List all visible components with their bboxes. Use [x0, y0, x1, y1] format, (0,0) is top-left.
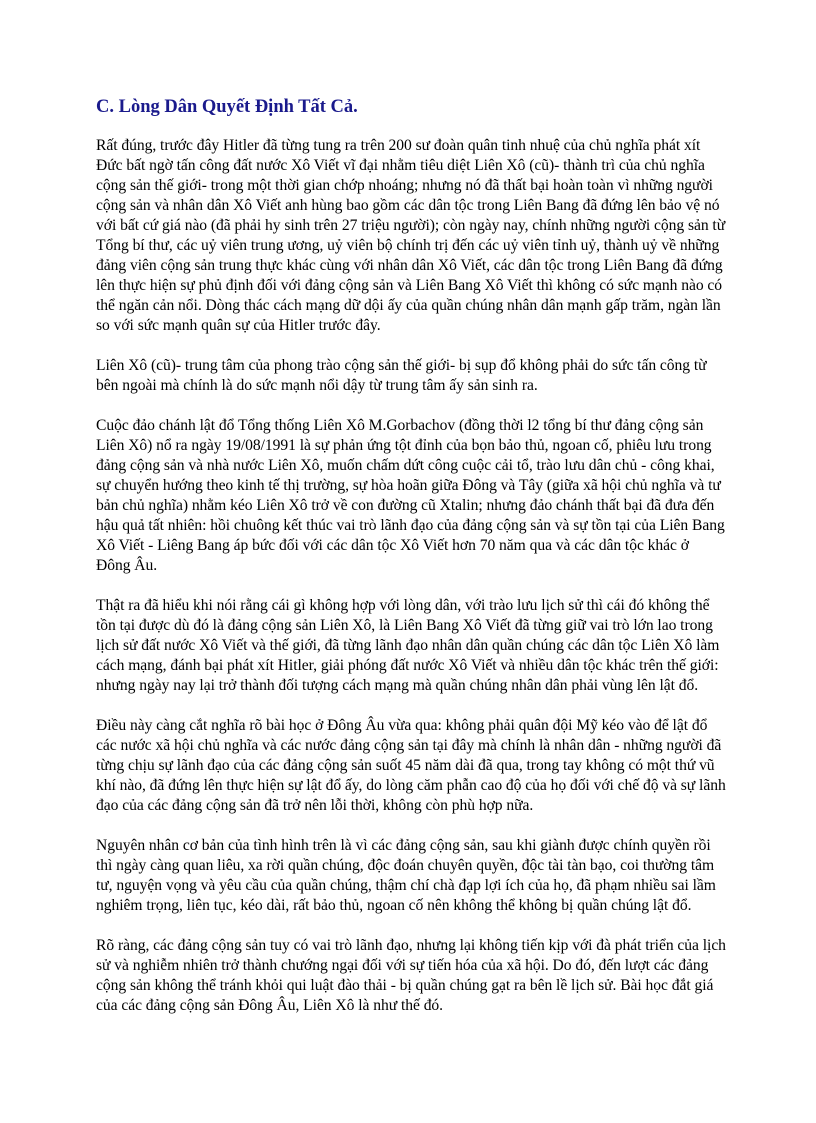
- paragraph-2: Liên Xô (cũ)- trung tâm của phong trào cộng sản thế giới- bị sụp đổ không phải do sức tấn công từ bên ngoài mà chính là do sức mạnh nổi dậy từ trung tâm ấy sản sinh ra.: [96, 357, 707, 394]
- section-heading: C. Lòng Dân Quyết Định Tất Cả.: [96, 97, 358, 117]
- paragraph-4: Thật ra đã hiểu khi nói rằng cái gì không hợp với lòng dân, với trào lưu lịch sử thì cái đó không thể tồn tại được dù đó là đảng cộng sản Liên Xô, là Liên Bang Xô Viết đã từng giữ vai trò lớn lao trong lịch sử đất nước Xô Viết và thế giới, đã từng lãnh đạo nhân dân quần chúng các dân tộc Liên Xô làm cách mạng, đánh bại phát xít Hitler, giải phóng đất nước Xô Viết và nhiều dân tộc khác trên thế giới: nhưng ngày nay lại trở thành đối tượng cách mạng mà quần chúng nhân dân phải vùng lên lật đổ.: [96, 597, 720, 694]
- paragraph-3: Cuộc đảo chánh lật đổ Tổng thống Liên Xô M.Gorbachov (đồng thời l2 tổng bí thư đảng cộng sản Liên Xô) nổ ra ngày 19/08/1991 là sự phản ứng tột đỉnh của bọn bảo thủ, ngoan cố, phiêu lưu trong đảng cộng sản và nhà nước Liên Xô, muốn chấm dứt công cuộc cải tổ, trào lưu dân chủ - công khai, sự chuyển hướng theo kinh tế thị trường, sự hòa hoãn giữa Đông và Tây (giữa xã hội chủ nghĩa và tư bản chủ nghĩa) nhằm kéo Liên Xô trở về con đường cũ Xtalin; nhưng đảo chánh thất bại đã đưa đến hậu quả tất nhiên: hồi chuông kết thúc vai trò lãnh đạo của đảng cộng sản và sự tồn tại của Liên Bang Xô Viết - Liêng Bang áp bức đối với các dân tộc Xô Viết hơn 70 năm qua và các dân tộc khác ở Đông Âu.: [96, 417, 725, 574]
- paragraph-1: Rất đúng, trước đây Hitler đã từng tung ra trên 200 sư đoàn quân tinh nhuệ của chủ nghĩa phát xít Đức bất ngờ tấn công đất nước Xô Viết vĩ đại nhằm tiêu diệt Liên Xô (cũ)- thành trì của chủ nghĩa cộng sản thế giới- trong một thời gian chớp nhoáng; nhưng nó đã thất bại hoàn toàn vì những người cộng sản và nhân dân Xô Viết anh hùng bao gồm các dân tộc trong Liên Bang đã đứng lên bảo vệ nó với bất cứ giá nào (đã phải hy sinh trên 27 triệu người); còn ngày nay, chính những người cộng sản từ Tổng bí thư, các uỷ viên trung ương, uỷ viên bộ chính trị đến các uỷ viên tỉnh uỷ, thành uỷ về những đảng viên cộng sản trung thực khác cùng với nhân dân Xô Viết, các dân tộc trong Liên Bang đã đứng lên thực hiện sự phủ định đối với đảng cộng sản và Liên Bang Xô Viết thì không có sức mạnh nào có thể ngăn cản nổi. Dòng thác cách mạng dữ dội ấy của quần chúng nhân dân mạnh gấp trăm, ngàn lần so với sức mạnh quân sự của Hitler trước đây.: [96, 137, 726, 334]
- paragraph-7: Rõ ràng, các đảng cộng sản tuy có vai trò lãnh đạo, nhưng lại không tiến kịp với đà phát triển của lịch sử và nghiễm nhiên trở thành chướng ngại đối với sự tiến hóa của xã hội. Do đó, đến lượt các đảng cộng sản không thể tránh khỏi qui luật đào thải - bị quần chúng gạt ra bên lề lịch sử. Bài học đắt giá của các đảng cộng sản Đông Âu, Liên Xô là như thế đó.: [96, 937, 726, 1014]
- paragraph-6: Nguyên nhân cơ bản của tình hình trên là vì các đảng cộng sản, sau khi giành được chính quyền rồi thì ngày càng quan liêu, xa rời quần chúng, độc đoán chuyên quyền, độc tài tàn bạo, coi thường tâm tư, nguyện vọng và yêu cầu của quần chúng, thậm chí chà đạp lợi ích của họ, đã phạm nhiều sai lầm nghiêm trọng, liên tục, kéo dài, rất bảo thủ, ngoan cố nên không thể không bị quần chúng lật đổ.: [96, 837, 716, 914]
- paragraph-5: Điều này càng cắt nghĩa rõ bài học ở Đông Âu vừa qua: không phải quân đội Mỹ kéo vào để lật đổ các nước xã hội chủ nghĩa và các nước đảng cộng sản tại đây mà chính là nhân dân - những người đã từng chịu sự lãnh đạo của các đảng cộng sản suốt 45 năm dài đã qua, trong tay không có một thứ vũ khí nào, đã đứng lên thực hiện sự lật đổ ấy, do lòng căm phẫn cao độ của họ đối với chế độ và sự lãnh đạo của các đảng cộng sản đã trở nên lỗi thời, không còn phù hợp nữa.: [96, 717, 726, 814]
- document-page: [96, 88, 726, 1036]
